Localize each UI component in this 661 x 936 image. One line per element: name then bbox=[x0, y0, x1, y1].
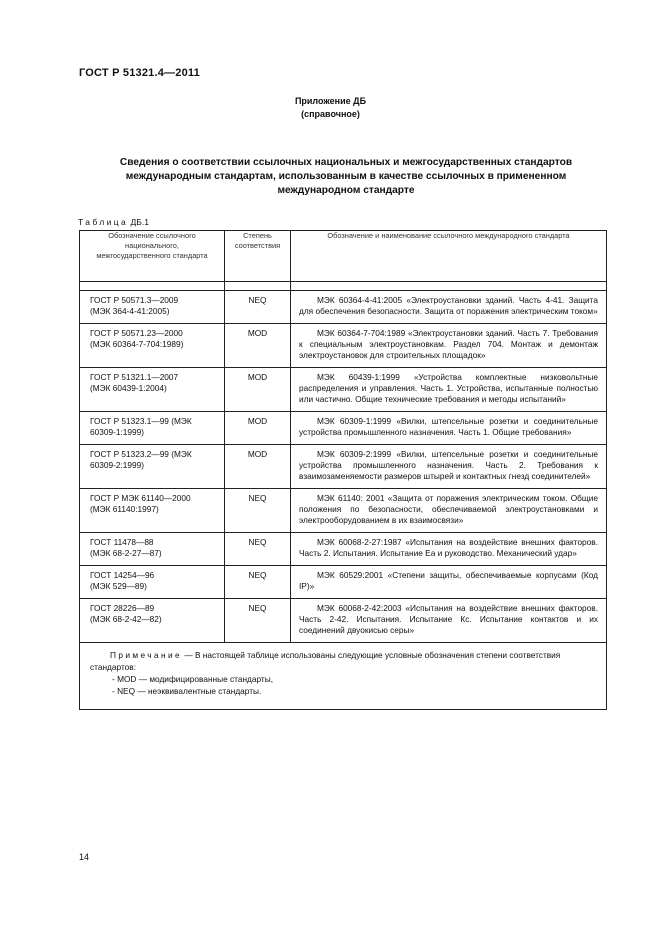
international-standard-text: МЭК 60068-2-42:2003 «Испытания на воздействие внешних факторов. Часть 2-42. Испытания. Испытание Кс. Испытание контактов и их соединений двуокисью серы» bbox=[299, 603, 598, 635]
note-text: — В настоящей таблице использованы следующие условные обозначения степени соответствия стандартов: bbox=[90, 650, 561, 672]
national-standard-code: ГОСТ Р 51321.1—2007 bbox=[90, 372, 179, 382]
note-item-mod: - MOD — модифицированные стандарты, bbox=[112, 674, 274, 684]
appendix-subtitle: (справочное) bbox=[301, 109, 360, 119]
document-header: ГОСТ Р 51321.4—2011 bbox=[79, 67, 200, 79]
national-standard-cell bbox=[80, 445, 225, 489]
degree-cell: NEQ bbox=[225, 533, 291, 566]
national-standard-code: ГОСТ 11478—88 bbox=[90, 537, 154, 547]
international-standard-cell bbox=[291, 445, 607, 489]
degree-cell: MOD bbox=[225, 412, 291, 445]
table-label bbox=[78, 217, 149, 227]
international-standard-text: МЭК 60439-1:1999 «Устройства комплектные низковольтные распределения и управления. Часть 1. Устройства, испытанные полностью или частично. Общие технические требования и методы испытаний» bbox=[299, 372, 598, 404]
national-standard-cell bbox=[80, 566, 225, 599]
national-standard-ref: 60309-2:1999) bbox=[90, 460, 144, 470]
table-header-row bbox=[80, 231, 607, 282]
correspondence-table bbox=[79, 230, 607, 710]
section-title: Сведения о соответствии ссылочных национальных и межгосударственных стандартов международным стандартам, использованным в качестве ссылочных в примененном международном стандарте bbox=[119, 157, 573, 196]
international-standard-cell bbox=[291, 566, 607, 599]
national-standard-ref: (МЭК 68-2-27—87) bbox=[90, 548, 162, 558]
international-standard-text: МЭК 61140: 2001 «Защита от поражения электрическим током. Общие положения по безопасности, обеспечиваемой электроустановками и электрооборудованием в их взаимосвязи» bbox=[299, 493, 598, 525]
national-standard-code: ГОСТ Р 51323.1—99 (МЭК bbox=[90, 416, 192, 426]
national-standard-ref: (МЭК 61140:1997) bbox=[90, 504, 159, 514]
international-standard-cell bbox=[291, 291, 607, 324]
international-standard-cell bbox=[291, 412, 607, 445]
degree-cell: MOD bbox=[225, 368, 291, 412]
degree-cell: MOD bbox=[225, 445, 291, 489]
national-standard-cell bbox=[80, 324, 225, 368]
table-row bbox=[80, 599, 607, 643]
national-standard-cell bbox=[80, 533, 225, 566]
national-standard-code: ГОСТ Р 50571.23—2000 bbox=[90, 328, 183, 338]
degree-cell: NEQ bbox=[225, 291, 291, 324]
table-row bbox=[80, 566, 607, 599]
international-standard-text: МЭК 60309-2:1999 «Вилки, штепсельные розетки и соединительные устройства промышленного назначения. Часть 2. Требования к взаимозаменяемости размеров штырей и контактных гнезд соединителей» bbox=[299, 449, 598, 481]
table-label-prefix: Таблица bbox=[78, 217, 129, 227]
national-standard-ref: (МЭК 68-2-42—82) bbox=[90, 614, 162, 624]
international-standard-cell bbox=[291, 324, 607, 368]
national-standard-cell bbox=[80, 489, 225, 533]
table-row bbox=[80, 291, 607, 324]
table-note bbox=[80, 643, 607, 710]
table-row bbox=[80, 324, 607, 368]
header-international-standard: Обозначение и наименование ссылочного международного стандарта bbox=[291, 231, 607, 282]
international-standard-cell bbox=[291, 533, 607, 566]
spacer-row bbox=[80, 282, 607, 291]
national-standard-cell bbox=[80, 599, 225, 643]
page-number: 14 bbox=[79, 852, 90, 862]
national-standard-code: ГОСТ 14254—96 bbox=[90, 570, 155, 580]
international-standard-text: МЭК 60364-7-704:1989 «Электроустановки зданий. Часть 7. Требования к специальным электроустановкам. Раздел 704. Монтаж и демонтаж электроустановок для строительных площадок» bbox=[299, 328, 598, 360]
international-standard-cell bbox=[291, 489, 607, 533]
international-standard-text: МЭК 60068-2-27:1987 «Испытания на воздействие внешних факторов. Часть 2. Испытания. Испытание Еа и руководство. Механический удар» bbox=[299, 537, 598, 558]
degree-cell: NEQ bbox=[225, 489, 291, 533]
national-standard-code: ГОСТ Р 51323.2—99 (МЭК bbox=[90, 449, 192, 459]
note-paragraph bbox=[90, 649, 596, 673]
header-degree: Степень соответствия bbox=[225, 231, 291, 282]
national-standard-ref: 60309-1:1999) bbox=[90, 427, 144, 437]
international-standard-cell bbox=[291, 599, 607, 643]
international-standard-cell bbox=[291, 368, 607, 412]
national-standard-ref: (МЭК 364-4-41:2005) bbox=[90, 306, 170, 316]
table-row bbox=[80, 412, 607, 445]
national-standard-ref: (МЭК 529—89) bbox=[90, 581, 147, 591]
national-standard-cell bbox=[80, 368, 225, 412]
international-standard-text: МЭК 60529:2001 «Степени защиты, обеспечиваемые корпусами (Код IP)» bbox=[299, 570, 598, 591]
national-standard-code: ГОСТ 28226—89 bbox=[90, 603, 155, 613]
table-row bbox=[80, 368, 607, 412]
international-standard-text: МЭК 60309-1:1999 «Вилки, штепсельные розетки и соединительные устройства промышленного назначения. Часть 1. Общие требования» bbox=[299, 416, 598, 437]
national-standard-ref: (МЭК 60439-1:2004) bbox=[90, 383, 167, 393]
table-row bbox=[80, 445, 607, 489]
table-row bbox=[80, 533, 607, 566]
table-note-row bbox=[80, 643, 607, 710]
note-item-neq: - NEQ — неэквивалентные стандарты. bbox=[112, 686, 262, 696]
national-standard-cell bbox=[80, 291, 225, 324]
degree-cell: NEQ bbox=[225, 566, 291, 599]
table-row bbox=[80, 489, 607, 533]
international-standard-text: МЭК 60364-4-41:2005 «Электроустановки зданий. Часть 4-41. Защита для обеспечения безопасности. Защита от поражения электрическим током» bbox=[299, 295, 598, 316]
header-national-standard: Обозначение ссылочного национального, межгосударственного стандарта bbox=[80, 231, 225, 282]
degree-cell: MOD bbox=[225, 324, 291, 368]
appendix-title: Приложение ДБ bbox=[294, 96, 367, 106]
note-label: Примечание bbox=[110, 650, 183, 660]
national-standard-code: ГОСТ Р МЭК 61140—2000 bbox=[90, 493, 191, 503]
national-standard-cell bbox=[80, 412, 225, 445]
degree-cell: NEQ bbox=[225, 599, 291, 643]
table-label-number: ДБ.1 bbox=[130, 217, 149, 227]
national-standard-ref: (МЭК 60364-7-704:1989) bbox=[90, 339, 184, 349]
national-standard-code: ГОСТ Р 50571.3—2009 bbox=[90, 295, 179, 305]
